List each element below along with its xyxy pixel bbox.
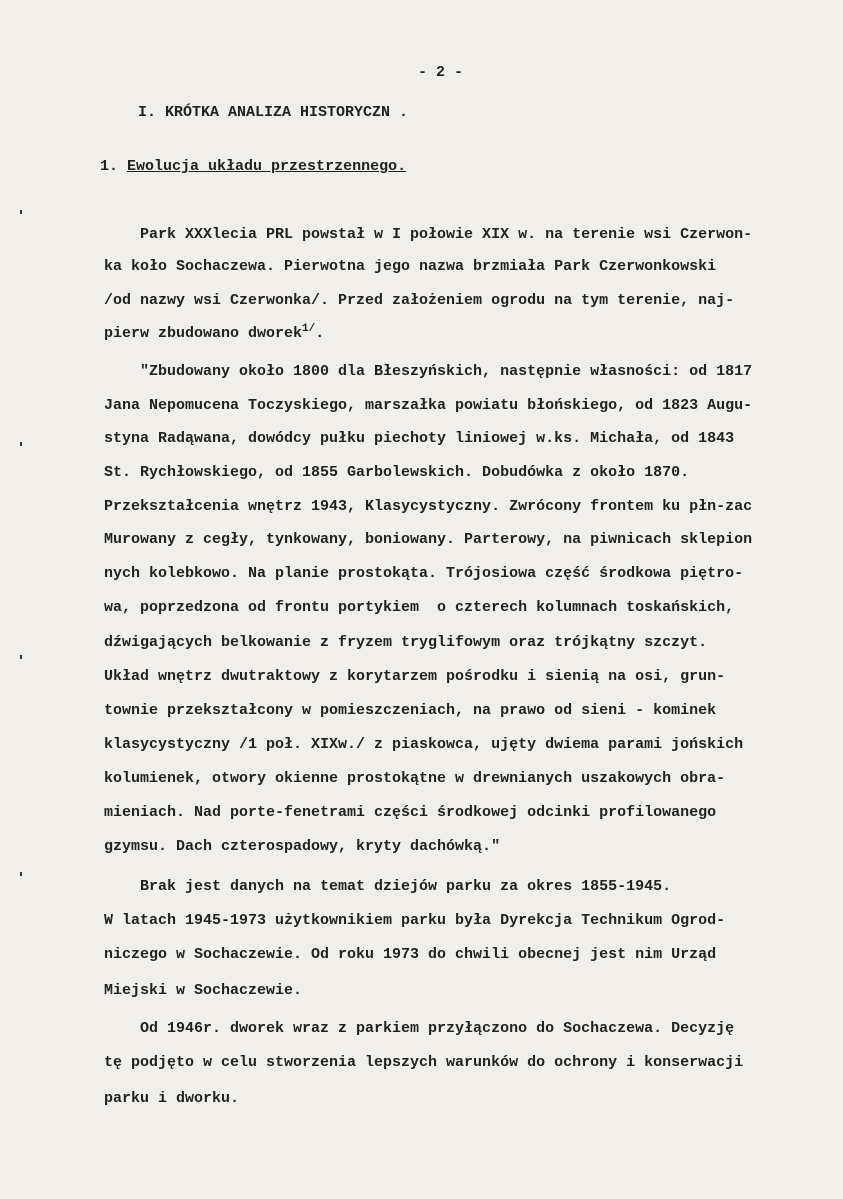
section-title: I. KRÓTKA ANALIZA HISTORYCZN . [138,104,409,121]
quote-line: nych kolebkowo. Na planie prostokąta. Trójosiowa część środkowa piętro- [104,565,744,582]
paragraph-line [104,324,324,344]
quote-line: styna Radąwana, dowódcy pułku piechoty liniowej w.ks. Michała, od 1843 [104,430,735,447]
quote-line: dźwigających belkowanie z fryzem tryglifowym oraz trójkątny szczyt. [104,634,708,651]
footnote-marker: 1/ [302,323,316,335]
quote-line: townie przekształcony w pomieszczeniach, na prawo od sieni - kominek [104,702,717,719]
quote-line: "Zbudowany około 1800 dla Błeszyńskich, następnie własności: od 1817 [104,363,753,380]
closing-line: parku i dworku. [104,1090,240,1107]
closing-line: W latach 1945-1973 użytkownikiem parku była Dyrekcja Technikum Ogrod- [104,912,726,929]
subsection-number: 1. [100,158,119,175]
margin-mark [20,210,22,214]
quote-line: klasycystyczny /1 poł. XIXw./ z piaskowca, ujęty dwiema parami jońskich [104,736,744,753]
margin-mark [20,872,22,876]
closing-line: Miejski w Sochaczewie. [104,982,303,999]
quote-line: Przekształcenia wnętrz 1943, Klasycystyczny. Zwrócony frontem ku płn-zac [104,498,753,515]
paragraph-line: /od nazwy wsi Czerwonka/. Przed założeniem ogrodu na tym terenie, naj- [104,292,735,309]
margin-mark [20,442,22,446]
closing-line: tę podjęto w celu stworzenia lepszych warunków do ochrony i konserwacji [104,1054,744,1071]
paragraph-line: ka koło Sochaczewa. Pierwotna jego nazwa brzmiała Park Czerwonkowski [104,258,717,275]
page-number: - 2 - [418,64,464,81]
closing-line: Od 1946r. dworek wraz z parkiem przyłączono do Sochaczewa. Decyzję [104,1020,735,1037]
quote-line: Murowany z cegły, tynkowany, boniowany. Parterowy, na piwnicach sklepion [104,531,753,548]
quote-line: Jana Nepomucena Toczyskiego, marszałka powiatu błońskiego, od 1823 Augu- [104,397,753,414]
quote-line: gzymsu. Dach czterospadowy, kryty dachówką." [104,838,501,855]
quote-line: Układ wnętrz dwutraktowy z korytarzem pośrodku i sienią na osi, grun- [104,668,726,685]
quote-line: mieniach. Nad porte-fenetrami części środkowej odcinki profilowanego [104,804,717,821]
paragraph-line-text: pierw zbudowano dworek [104,325,303,342]
subsection-title-text: Ewolucja układu przestrzennego. [127,158,407,175]
quote-line: St. Rychłowskiego, od 1855 Garbolewskich. Dobudówka z około 1870. [104,464,690,481]
subsection-title [100,157,406,177]
paragraph-line-tail: . [315,325,325,342]
quote-line: kolumienek, otwory okienne prostokątne w drewnianych uszakowych obra- [104,770,726,787]
paragraph-line: Park XXXlecia PRL powstał w I połowie XIX w. na terenie wsi Czerwon- [104,226,753,243]
closing-line: Brak jest danych na temat dziejów parku za okres 1855-1945. [104,878,672,895]
closing-line: niczego w Sochaczewie. Od roku 1973 do chwili obecnej jest nim Urząd [104,946,717,963]
margin-mark [20,655,22,659]
quote-line: wa, poprzedzona od frontu portykiem o czterech kolumnach toskańskich, [104,599,735,616]
